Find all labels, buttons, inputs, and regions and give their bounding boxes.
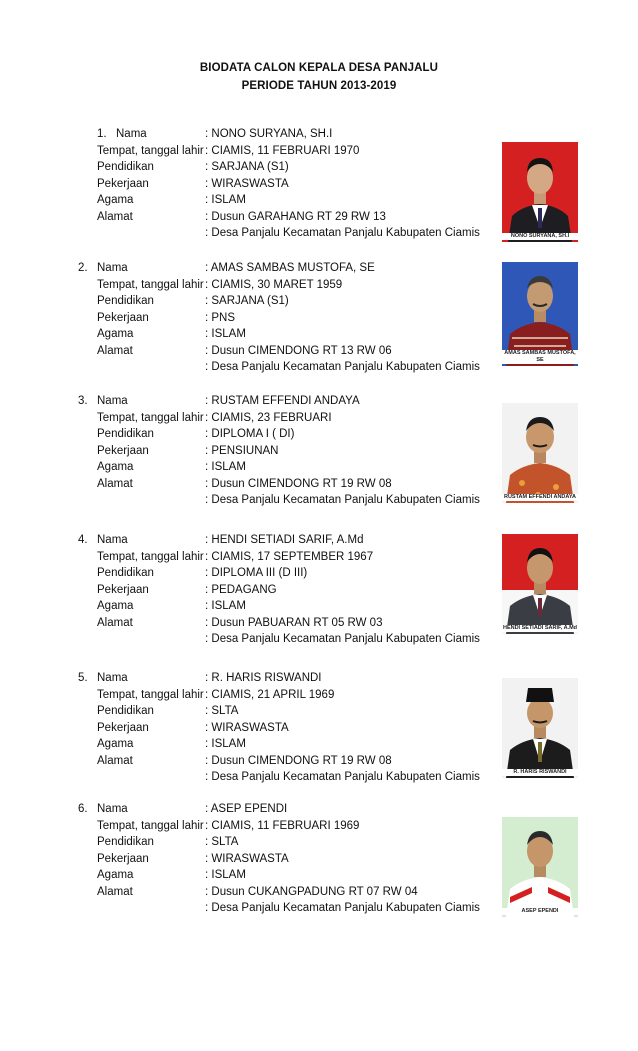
candidate-number: 6. [78, 803, 88, 815]
photo-caption: AMAS SAMBAS MUSTOFA, SE [502, 350, 578, 364]
value-pendidikan: : SLTA [205, 705, 239, 717]
label-agama: Agama [97, 194, 134, 206]
label-pekerjaan: Pekerjaan [97, 311, 149, 324]
value-pendidikan: : SARJANA (S1) [205, 295, 289, 307]
candidate-photo [502, 142, 578, 242]
label-pekerjaan: Pekerjaan [97, 444, 149, 457]
label-nama: Nama [97, 395, 128, 407]
document-subtitle: PERIODE TAHUN 2013-2019 [241, 80, 397, 92]
value-ttl: : CIAMIS, 23 FEBRUARI [205, 411, 332, 424]
value-ttl: : CIAMIS, 17 SEPTEMBER 1967 [205, 550, 374, 563]
label-pendidikan: Pendidikan [97, 428, 154, 440]
value-alamat-line2: : Desa Panjalu Kecamatan Panjalu Kabupaten Ciamis [205, 494, 480, 506]
value-pekerjaan: : WIRASWASTA [205, 852, 289, 865]
photo-caption: R. HARIS RISWANDI [502, 769, 578, 776]
photo-caption: RUSTAM EFFENDI ANDAYA [503, 494, 576, 500]
value-pekerjaan: : PEDAGANG [205, 583, 277, 596]
document-title: BIODATA CALON KEPALA DESA PANJALU [199, 62, 439, 74]
value-pendidikan: : DIPLOMA III (D III) [205, 567, 308, 579]
value-pekerjaan: : PNS [205, 311, 236, 324]
label-alamat: Alamat [97, 344, 133, 357]
value-alamat-line1: : Dusun PABUARAN RT 05 RW 03 [205, 616, 383, 629]
value-pendidikan: : SARJANA (S1) [205, 161, 289, 173]
candidate-number: 1. [97, 128, 107, 140]
label-agama: Agama [97, 328, 134, 340]
label-pendidikan: Pendidikan [97, 836, 154, 848]
value-alamat-line2: : Desa Panjalu Kecamatan Panjalu Kabupaten Ciamis [205, 633, 480, 645]
label-ttl: Tempat, tanggal lahir [97, 688, 204, 701]
label-alamat: Alamat [97, 210, 133, 223]
value-nama: : ASEP EPENDI [205, 803, 288, 815]
value-nama: : AMAS SAMBAS MUSTOFA, SE [205, 262, 375, 274]
value-pekerjaan: : WIRASWASTA [205, 721, 289, 734]
label-agama: Agama [97, 738, 134, 750]
portrait-image [502, 817, 578, 917]
value-nama: : R. HARIS RISWANDI [205, 672, 322, 684]
value-agama: : ISLAM [205, 738, 246, 750]
value-agama: : ISLAM [205, 869, 246, 881]
value-alamat-line1: : Dusun CUKANGPADUNG RT 07 RW 04 [205, 885, 418, 898]
label-nama: Nama [97, 803, 128, 815]
candidate-number: 3. [78, 395, 88, 407]
value-agama: : ISLAM [205, 600, 246, 612]
candidate-photo [502, 403, 578, 503]
candidate-photo [502, 678, 578, 778]
label-alamat: Alamat [97, 616, 133, 629]
value-nama: : HENDI SETIADI SARIF, A.Md [205, 534, 364, 546]
portrait-image [502, 534, 578, 634]
value-ttl: : CIAMIS, 30 MARET 1959 [205, 278, 343, 291]
value-alamat-line1: : Dusun CIMENDONG RT 13 RW 06 [205, 344, 392, 357]
label-pendidikan: Pendidikan [97, 567, 154, 579]
value-alamat-line2: : Desa Panjalu Kecamatan Panjalu Kabupaten Ciamis [205, 771, 480, 783]
label-nama: Nama [97, 262, 128, 274]
value-ttl: : CIAMIS, 11 FEBRUARI 1970 [205, 144, 360, 157]
label-agama: Agama [97, 461, 134, 473]
value-agama: : ISLAM [205, 461, 246, 473]
value-alamat-line2: : Desa Panjalu Kecamatan Panjalu Kabupaten Ciamis [205, 361, 480, 373]
label-nama: Nama [97, 672, 128, 684]
label-ttl: Tempat, tanggal lahir [97, 550, 204, 563]
candidate-number: 4. [78, 534, 88, 546]
label-pendidikan: Pendidikan [97, 705, 154, 717]
label-pekerjaan: Pekerjaan [97, 852, 149, 865]
value-pekerjaan: : PENSIUNAN [205, 444, 279, 457]
portrait-image [502, 142, 578, 242]
value-alamat-line1: : Dusun CIMENDONG RT 19 RW 08 [205, 477, 392, 490]
value-nama: : NONO SURYANA, SH.I [205, 128, 333, 140]
label-alamat: Alamat [97, 885, 133, 898]
portrait-image [502, 403, 578, 503]
label-ttl: Tempat, tanggal lahir [97, 411, 204, 424]
candidate-photo [502, 817, 578, 917]
candidate-number: 2. [78, 262, 88, 274]
value-agama: : ISLAM [205, 328, 246, 340]
label-pendidikan: Pendidikan [97, 161, 154, 173]
label-nama: Nama [116, 128, 147, 140]
label-pekerjaan: Pekerjaan [97, 177, 149, 190]
photo-caption: ASEP EPENDI [502, 908, 578, 915]
candidate-photo [502, 534, 578, 634]
photo-caption: HENDI SETIADI SARIF, A.Md [502, 625, 578, 631]
value-pendidikan: : DIPLOMA I ( DI) [205, 428, 295, 440]
value-ttl: : CIAMIS, 11 FEBRUARI 1969 [205, 819, 360, 832]
portrait-image [502, 678, 578, 778]
label-agama: Agama [97, 600, 134, 612]
value-alamat-line1: : Dusun GARAHANG RT 29 RW 13 [205, 210, 386, 223]
label-pekerjaan: Pekerjaan [97, 583, 149, 596]
label-pendidikan: Pendidikan [97, 295, 154, 307]
label-alamat: Alamat [97, 477, 133, 490]
candidate-number: 5. [78, 672, 88, 684]
label-ttl: Tempat, tanggal lahir [97, 278, 204, 291]
label-alamat: Alamat [97, 754, 133, 767]
value-pekerjaan: : WIRASWASTA [205, 177, 289, 190]
label-ttl: Tempat, tanggal lahir [97, 144, 204, 157]
value-nama: : RUSTAM EFFENDI ANDAYA [205, 395, 360, 407]
value-alamat-line1: : Dusun CIMENDONG RT 19 RW 08 [205, 754, 392, 767]
value-pendidikan: : SLTA [205, 836, 239, 848]
label-ttl: Tempat, tanggal lahir [97, 819, 204, 832]
value-ttl: : CIAMIS, 21 APRIL 1969 [205, 688, 335, 701]
value-alamat-line2: : Desa Panjalu Kecamatan Panjalu Kabupaten Ciamis [205, 227, 480, 239]
photo-caption: NONO SURYANA, SH.I [502, 233, 578, 240]
label-nama: Nama [97, 534, 128, 546]
candidate-photo [502, 262, 578, 366]
value-alamat-line2: : Desa Panjalu Kecamatan Panjalu Kabupaten Ciamis [205, 902, 480, 914]
label-agama: Agama [97, 869, 134, 881]
label-pekerjaan: Pekerjaan [97, 721, 149, 734]
value-agama: : ISLAM [205, 194, 246, 206]
